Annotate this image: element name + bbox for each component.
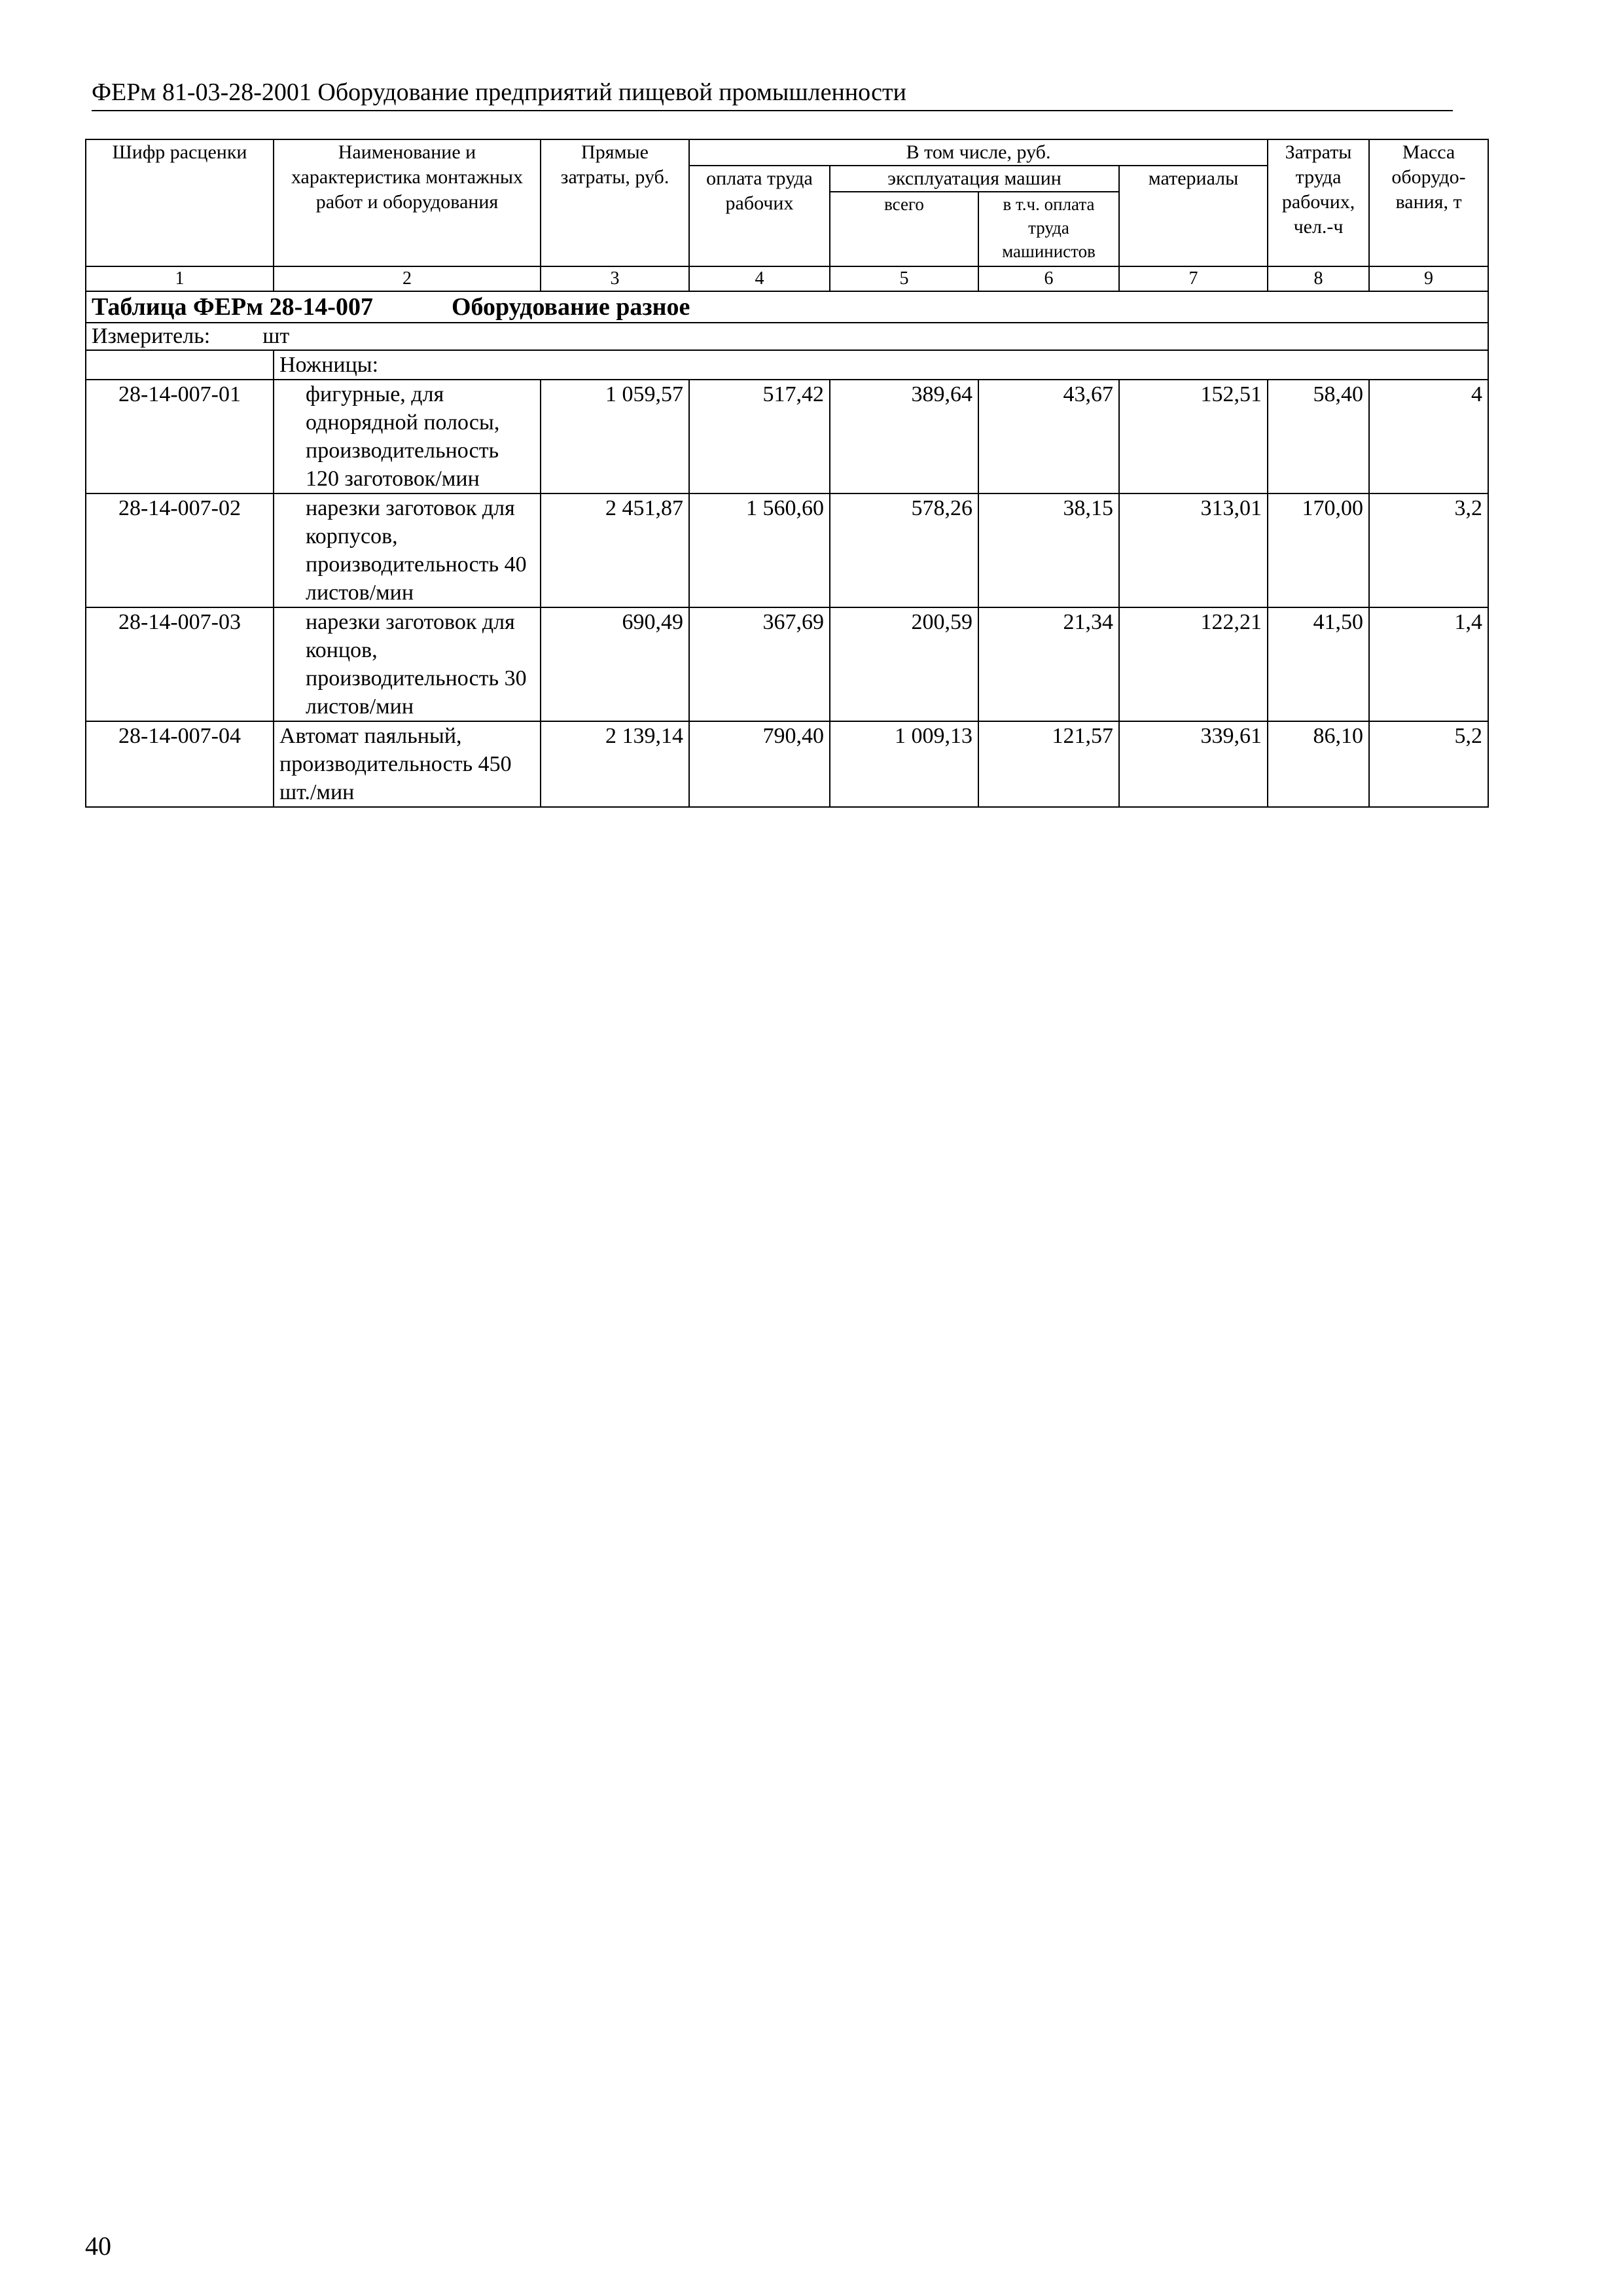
row-machines-labor: 38,15 bbox=[978, 493, 1119, 607]
row-labor: 517,42 bbox=[689, 380, 830, 493]
col-number: 4 bbox=[689, 266, 830, 291]
col-header-hours: Затраты труда рабочих, чел.-ч bbox=[1268, 139, 1369, 266]
col-header-code: Шифр расценки bbox=[86, 139, 274, 266]
row-materials: 122,21 bbox=[1119, 607, 1268, 721]
col-header-incl: В том числе, руб. bbox=[689, 139, 1268, 166]
row-name: нарезки заготовок для концов, производительность 30 листов/мин bbox=[306, 610, 527, 719]
row-code: 28-14-007-01 bbox=[86, 380, 274, 493]
col-number: 7 bbox=[1119, 266, 1268, 291]
row-labor: 1 560,60 bbox=[689, 493, 830, 607]
table-title: Таблица ФЕРм 28-14-007 bbox=[92, 293, 373, 321]
col-number: 2 bbox=[274, 266, 541, 291]
document-title: ФЕРм 81-03-28-2001 Оборудование предприятий пищевой промышленности bbox=[92, 79, 906, 106]
row-machines-labor: 43,67 bbox=[978, 380, 1119, 493]
row-machines-total: 578,26 bbox=[830, 493, 978, 607]
table-title-cell bbox=[86, 291, 1488, 323]
page-header bbox=[92, 77, 1453, 111]
row-machines-labor: 121,57 bbox=[978, 721, 1119, 807]
col-header-mass: Масса оборудо-вания, т bbox=[1369, 139, 1488, 266]
row-direct: 2 451,87 bbox=[541, 493, 689, 607]
measure-unit: шт bbox=[262, 324, 290, 348]
col-header-direct: Прямые затраты, руб. bbox=[541, 139, 689, 266]
measure-label: Измеритель: bbox=[92, 324, 211, 348]
col-header-name: Наименование и характеристика монтажных работ и оборудования bbox=[274, 139, 541, 266]
row-code: 28-14-007-03 bbox=[86, 607, 274, 721]
row-name: фигурные, для однорядной полосы, производительность 120 заготовок/мин bbox=[306, 382, 500, 491]
row-hours: 86,10 bbox=[1268, 721, 1369, 807]
group-label: Ножницы: bbox=[274, 350, 1488, 380]
row-hours: 170,00 bbox=[1268, 493, 1369, 607]
col-number: 1 bbox=[86, 266, 274, 291]
table-row bbox=[86, 607, 1488, 721]
row-machines-total: 1 009,13 bbox=[830, 721, 978, 807]
col-number: 5 bbox=[830, 266, 978, 291]
row-materials: 313,01 bbox=[1119, 493, 1268, 607]
row-labor: 790,40 bbox=[689, 721, 830, 807]
col-header-labor: оплата труда рабочих bbox=[689, 166, 830, 266]
row-mass: 4 bbox=[1369, 380, 1488, 493]
row-mass: 5,2 bbox=[1369, 721, 1488, 807]
row-code: 28-14-007-02 bbox=[86, 493, 274, 607]
row-labor: 367,69 bbox=[689, 607, 830, 721]
row-mass: 1,4 bbox=[1369, 607, 1488, 721]
table-row bbox=[86, 380, 1488, 493]
row-direct: 2 139,14 bbox=[541, 721, 689, 807]
col-number: 9 bbox=[1369, 266, 1488, 291]
col-number: 8 bbox=[1268, 266, 1369, 291]
row-hours: 41,50 bbox=[1268, 607, 1369, 721]
norms-table bbox=[85, 139, 1489, 808]
table-row bbox=[86, 493, 1488, 607]
col-header-materials: материалы bbox=[1119, 166, 1268, 266]
row-machines-labor: 21,34 bbox=[978, 607, 1119, 721]
col-number: 6 bbox=[978, 266, 1119, 291]
row-machines-total: 200,59 bbox=[830, 607, 978, 721]
row-machines-total: 389,64 bbox=[830, 380, 978, 493]
col-number: 3 bbox=[541, 266, 689, 291]
row-mass: 3,2 bbox=[1369, 493, 1488, 607]
row-name: нарезки заготовок для корпусов, производительность 40 листов/мин bbox=[306, 496, 527, 605]
row-hours: 58,40 bbox=[1268, 380, 1369, 493]
measure-cell bbox=[86, 323, 1488, 350]
row-direct: 1 059,57 bbox=[541, 380, 689, 493]
table-subtitle: Оборудование разное bbox=[451, 293, 690, 321]
row-materials: 339,61 bbox=[1119, 721, 1268, 807]
row-materials: 152,51 bbox=[1119, 380, 1268, 493]
row-direct: 690,49 bbox=[541, 607, 689, 721]
col-header-machines-labor: в т.ч. оплата труда машинистов bbox=[978, 192, 1119, 266]
row-name: Автомат паяльный, производительность 450 шт./мин bbox=[274, 721, 541, 807]
row-code: 28-14-007-04 bbox=[86, 721, 274, 807]
table-row bbox=[86, 721, 1488, 807]
page-number: 40 bbox=[85, 2231, 111, 2261]
col-header-machines-total: всего bbox=[830, 192, 978, 266]
col-header-machines: эксплуатация машин bbox=[830, 166, 1119, 192]
